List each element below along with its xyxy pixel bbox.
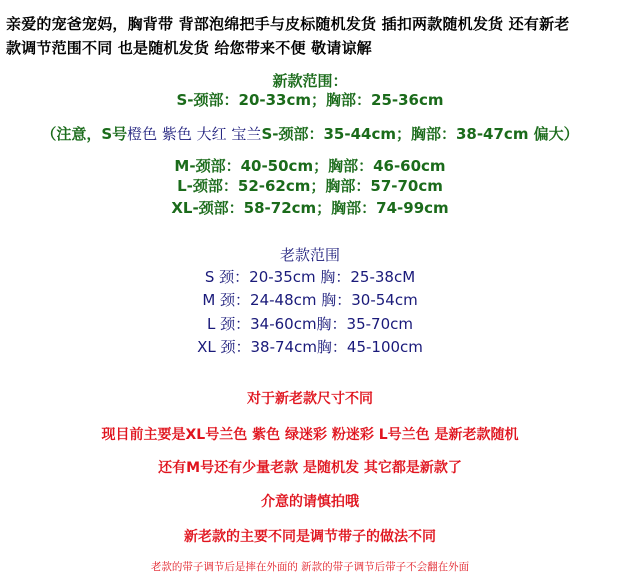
size-note	[0, 123, 620, 144]
new-size-s: S-颈部：20-33cm；胸部：25-36cm	[176, 91, 444, 109]
old-size-l: L 颈：34-60cm胸：35-70cm	[206, 315, 414, 333]
notice-size-differs: 对于新老款尺寸不同	[247, 391, 373, 407]
old-style-heading: 老款范围	[279, 246, 340, 264]
new-size-m: M-颈部：40-50cm；胸部：46-60cm	[174, 157, 446, 175]
intro-line-1: 亲爱的宠爸宠妈，胸背带 背部泡绵把手与皮标随机发货 插扣两款随机发货 还有新老	[6, 15, 570, 33]
new-size-l: L-颈部：52-62cm；胸部：57-70cm	[177, 177, 443, 195]
old-size-s: S 颈：20-35cm 胸：25-38cM	[204, 268, 416, 286]
notice-careful: 介意的请慎拍哦	[261, 494, 359, 510]
notice-main-difference: 新老款的主要不同是调节带子的做法不同	[184, 529, 436, 545]
intro-line-2: 款调节范围不同 也是随机发货 给您带来不便 敬请谅解	[6, 39, 372, 57]
notice-m-old-stock: 还有M号还有少量老款 是随机发 其它都是新款了	[158, 460, 462, 476]
new-style-heading: 新款范围：	[272, 72, 348, 90]
footnote: 老款的带子调节后是摔在外面的 新款的带子调节后带子不会翻在外面	[150, 561, 470, 573]
size-note-suffix: S-颈部：35-44cm；胸部：38-47cm 偏大）	[261, 125, 579, 143]
old-size-m: M 颈：24-48cm 胸：30-54cm	[202, 291, 418, 309]
size-note-colors: 橙色 紫色 大红 宝兰	[127, 125, 262, 143]
notice-random-models: 现目前主要是XL号兰色 紫色 绿迷彩 粉迷彩 L号兰色 是新老款随机	[101, 427, 519, 443]
old-size-xl: XL 颈：38-74cm胸：45-100cm	[197, 338, 423, 356]
new-size-xl: XL-颈部：58-72cm；胸部：74-99cm	[171, 199, 449, 217]
size-note-prefix: （注意，S号	[41, 125, 128, 143]
